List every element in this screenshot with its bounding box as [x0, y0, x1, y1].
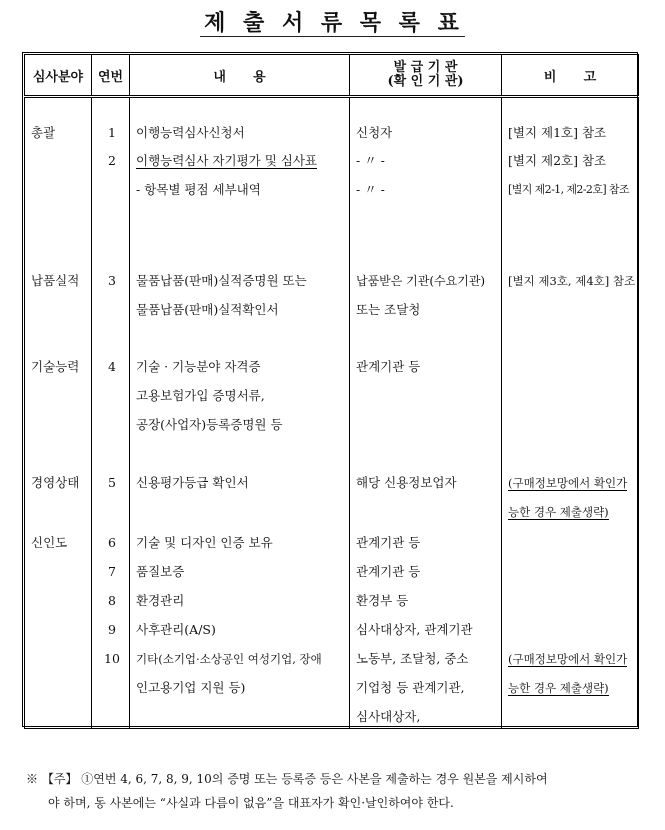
document-list-table — [24, 54, 639, 729]
content-item: - 항목별 평점 세부내역 — [136, 182, 261, 197]
issuer-item: 관계기관 등 — [356, 359, 421, 374]
category-delivery: 납품실적 — [31, 273, 80, 288]
content-item: 공장(사업자)등록증명원 등 — [136, 417, 283, 432]
issuer-item: 관계기관 등 — [356, 535, 421, 550]
issuer-item: 해당 신용정보업자 — [356, 475, 457, 490]
header-content: 내 용 — [130, 55, 350, 97]
content-item: 고용보험가입 증명서류, — [136, 388, 265, 403]
content-item: 신용평가등급 확인서 — [136, 475, 249, 490]
header-issuer: 발 급 기 관 (확 인 기 관) — [350, 55, 502, 97]
content-item: 이행능력심사 자기평가 및 심사표 — [136, 153, 317, 168]
row-number: 6 — [108, 535, 116, 550]
row-number: 8 — [108, 593, 116, 608]
content-item: 이행능력심사신청서 — [136, 125, 245, 140]
content-item: 물품납품(판매)실적증명원 또는 — [136, 273, 307, 288]
row-number: 4 — [108, 359, 116, 374]
category-general: 총괄 — [31, 125, 56, 140]
issuer-item: 노동부, 조달청, 중소 — [356, 651, 469, 666]
issuer-item: 환경부 등 — [356, 593, 409, 608]
remark-item: (구매정보망에서 확인가 — [508, 476, 628, 490]
content-item: 품질보증 — [136, 564, 185, 579]
issuer-item: 관계기관 등 — [356, 564, 421, 579]
header-remarks: 비 고 — [502, 55, 639, 97]
remark-item: [별지 제2-1, 제2-2호] 참조 — [508, 183, 629, 196]
remark-item: [별지 제1호] 참조 — [508, 125, 607, 140]
issuer-item: 심사대상자, — [356, 709, 421, 724]
footnote-line: ※ 【주】 ①연번 4, 6, 7, 8, 9, 10의 증명 또는 등록증 등은 사본을 제출하는 경우 원본을 제시하여 — [26, 772, 548, 786]
remark-item: (구매정보망에서 확인가 — [508, 652, 628, 666]
content-item: 인고용기업 지원 등) — [136, 680, 246, 695]
issuer-item: 또는 조달청 — [356, 302, 421, 317]
content-item: 사후관리(A/S) — [136, 622, 216, 637]
remark-item: 능한 경우 제출생략) — [508, 505, 609, 519]
category-tech: 기술능력 — [31, 359, 80, 374]
issuer-item: 신청자 — [356, 125, 393, 140]
row-number: 5 — [108, 475, 116, 490]
table-body — [25, 97, 639, 729]
row-number: 1 — [108, 125, 116, 140]
footnote-line: 야 하며, 동 사본에는 “사실과 다름이 없음”을 대표자가 확인·날인하여야 한다. — [48, 796, 454, 810]
content-item: 물품납품(판매)실적확인서 — [136, 302, 279, 317]
header-category: 심사분야 — [25, 55, 92, 97]
content-item: 환경관리 — [136, 593, 185, 608]
issuer-item: 심사대상자, 관계기관 — [356, 622, 473, 637]
row-number: 2 — [108, 153, 116, 168]
row-number: 3 — [108, 273, 116, 288]
content-item: 기술 및 디자인 인증 보유 — [136, 535, 273, 550]
category-mgmt: 경영상태 — [31, 475, 80, 490]
issuer-item: 납품받은 기관(수요기관) — [356, 274, 486, 288]
content-item: 기타(소기업·소상공인 여성기업, 장애 — [136, 652, 322, 666]
issuer-item: - 〃 - — [356, 153, 385, 168]
row-number: 10 — [104, 651, 120, 666]
table-header-row — [25, 55, 639, 97]
content-item: 기술 · 기능분야 자격증 — [136, 359, 261, 374]
remark-item: [별지 제2호] 참조 — [508, 153, 607, 168]
row-number: 9 — [108, 622, 116, 637]
page-title: 제 출 서 류 목 록 표 — [0, 6, 665, 37]
footnote — [26, 767, 646, 815]
issuer-item: 기업청 등 관계기관, — [356, 680, 465, 695]
category-trust: 신인도 — [31, 535, 68, 550]
row-number: 7 — [108, 564, 116, 579]
remark-item: [별지 제3호, 제4호] 참조 — [508, 274, 636, 288]
remark-item: 능한 경우 제출생략) — [508, 681, 609, 695]
header-number: 연번 — [92, 55, 130, 97]
issuer-item: - 〃 - — [356, 182, 385, 197]
